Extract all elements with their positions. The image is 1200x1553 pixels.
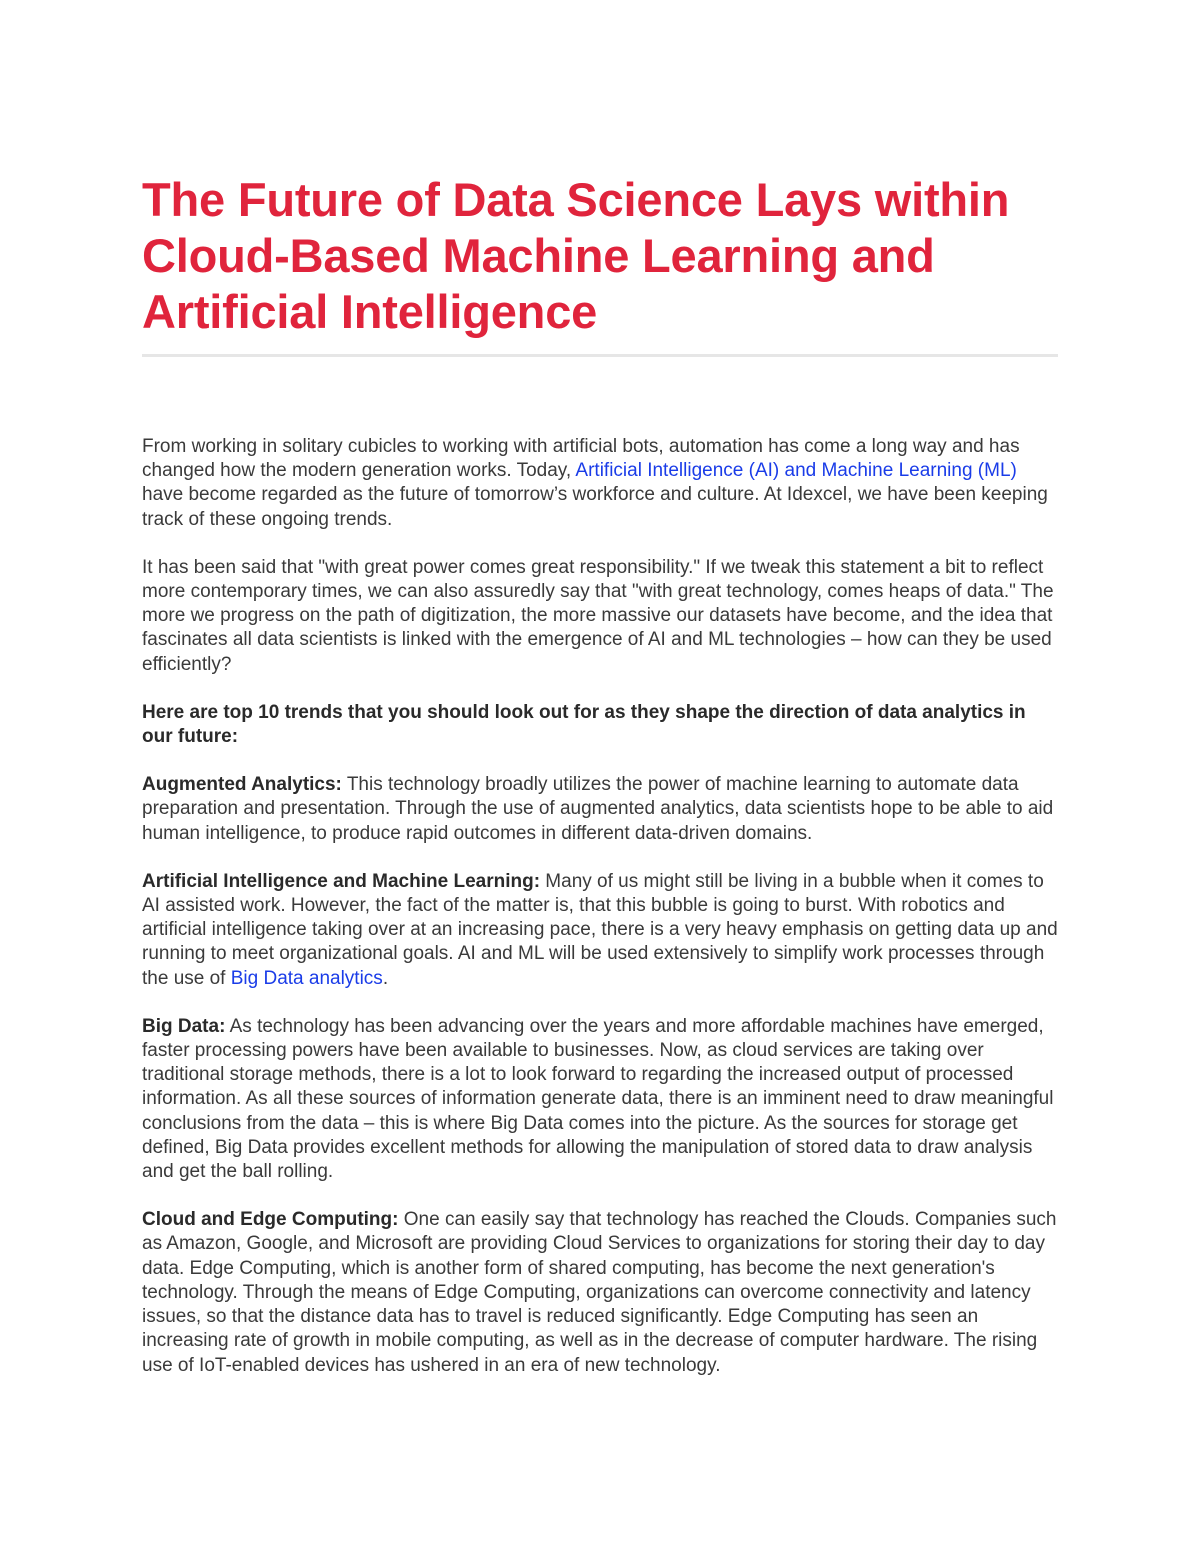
power-paragraph: It has been said that "with great power comes great responsibility." If we tweak this statement a bit to reflect more contemporary times, we can also assuredly say that "with great technology, comes heaps of data." The more we progress on the path of digitization, the more massive our datasets have become, and the idea that fascinates all data scientists is linked with the emergence of AI and ML technologies – how can they be used efficiently? <box>142 556 1054 675</box>
trend-term: Augmented Analytics: <box>142 774 342 796</box>
trend-big-data <box>142 1015 1058 1184</box>
title-divider <box>142 354 1058 357</box>
big-data-analytics-link[interactable]: Big Data analytics <box>230 967 383 989</box>
ai-ml-link[interactable]: Artificial Intelligence (AI) and Machine Learning (ML) <box>575 460 1017 482</box>
article-body <box>142 435 1058 1378</box>
trend-term: Cloud and Edge Computing: <box>142 1209 399 1231</box>
trends-heading: Here are top 10 trends that you should look out for as they shape the direction of data analytics in our future: <box>142 701 1026 748</box>
intro-text-2: have become regarded as the future of tomorrow’s workforce and culture. At Idexcel, we have been keeping track of these ongoing trends. <box>142 484 1048 530</box>
intro-paragraph <box>142 435 1058 532</box>
trend-ai-ml <box>142 870 1058 991</box>
trend-cloud-edge <box>142 1208 1058 1377</box>
trend-term: Big Data: <box>142 1015 226 1037</box>
trend-augmented-analytics <box>142 773 1058 846</box>
article-page <box>142 172 1058 1402</box>
page-title: The Future of Data Science Lays within Cloud-Based Machine Learning and Artificial Intelligence <box>142 173 1010 338</box>
trend-text: Many of us might still be living in a bubble when it comes to AI assisted work. However, the fact of the matter is, that this bubble is going to burst. With robotics and artificial intelligence taking over at an increasing pace, there is a very heavy emphasis on getting data up and running to meet organizational goals. AI and ML will be used extensively to simplify work processes through the use of <box>142 870 1058 989</box>
trend-text-end: . <box>382 967 389 989</box>
trend-text: This technology broadly utilizes the power of machine learning to automate data preparation and presentation. Through the use of augmented analytics, data scientists hope to be able to aid human intelligence, to produce rapid outcomes in different data-driven domains. <box>142 774 1054 844</box>
trend-text: One can easily say that technology has reached the Clouds. Companies such as Amazon, Google, and Microsoft are providing Cloud Services to organizations for storing their day to day data. Edge Computing, which is another form of shared computing, has become the next generation's technology. Through the means of Edge Computing, organizations can overcome connectivity and latency issues, so that the distance data has to travel is reduced significantly. Edge Computing has seen an increasing rate of growth in mobile computing, as well as in the decrease of computer hardware. The rising use of IoT-enabled devices has ushered in an era of new technology. <box>142 1209 1057 1376</box>
intro-text-1: From working in solitary cubicles to working with artificial bots, automation has come a long way and has changed how the modern generation works. Today, <box>142 436 1020 482</box>
trend-text: As technology has been advancing over the years and more affordable machines have emerged, faster processing powers have been available to businesses. Now, as cloud services are taking over traditional storage methods, there is a lot to look forward to regarding the increased output of processed information. As all these sources of information generate data, there is an imminent need to draw meaningful conclusions from the data – this is where Big Data comes into the picture. As the sources for storage get defined, Big Data provides excellent methods for allowing the manipulation of stored data to draw analysis and get the ball rolling. <box>142 1015 1054 1183</box>
trend-term: Artificial Intelligence and Machine Learning: <box>142 870 541 892</box>
